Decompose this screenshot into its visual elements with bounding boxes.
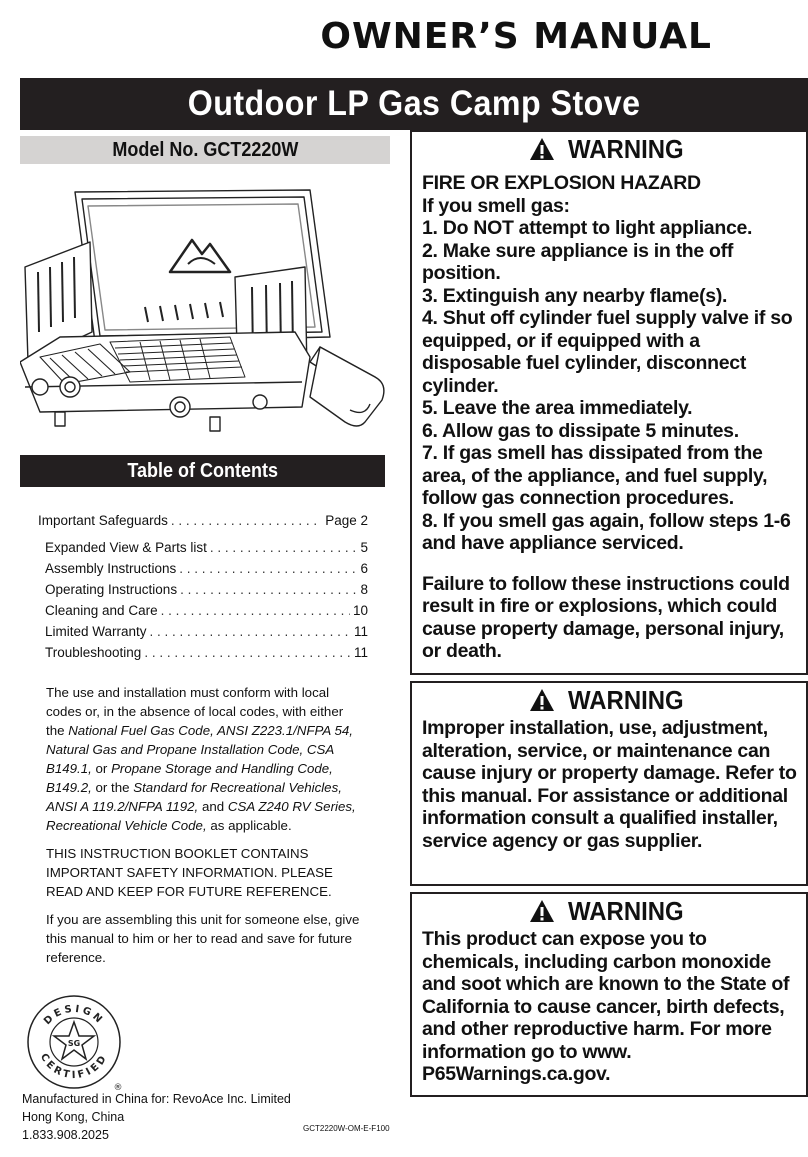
- warning-triangle-icon: [529, 137, 555, 161]
- manufacturer-info: Manufactured in China for: RevoAce Inc. Limited Hong Kong, China 1.833.908.2025: [22, 1092, 291, 1142]
- toc-item-page: 8: [360, 582, 368, 597]
- toc-item: [38, 621, 368, 642]
- booklet-notice: THIS INSTRUCTION BOOKLET CONTAINS IMPORTANT SAFETY INFORMATION. PLEASE READ AND KEEP FOR FUTURE REFERENCE.: [46, 846, 333, 899]
- toc-item-page: 10: [352, 603, 368, 618]
- toc-item: [38, 642, 368, 663]
- svg-text:SG: SG: [67, 1039, 81, 1048]
- toc-list: [38, 510, 368, 663]
- model-strip: [20, 136, 390, 164]
- installation-notes: [46, 683, 364, 976]
- toc-item-label: Limited Warranty: [45, 624, 147, 639]
- design-certified-seal: [24, 992, 124, 1092]
- svg-text:DESIGN: DESIGN: [42, 1003, 106, 1028]
- warning-gas-hazard: [410, 130, 808, 675]
- toc-item-label: Troubleshooting: [45, 645, 142, 660]
- toc-item-page: 5: [360, 540, 368, 555]
- stove-illustration: [20, 172, 390, 442]
- toc-item: [38, 558, 368, 579]
- toc-item: [38, 579, 368, 600]
- toc-item-label: Expanded View & Parts list: [45, 540, 207, 555]
- owners-manual-heading: OWNER’S MANUAL: [320, 16, 712, 57]
- toc-item: [38, 510, 368, 531]
- warning-heading: WARNING: [412, 683, 806, 717]
- toc-item-page: Page 2: [325, 513, 368, 528]
- toc-item: [38, 537, 368, 558]
- warning-body: FIRE OR EXPLOSION HAZARD If you smell gas: 1. Do NOT attempt to light appliance. 2. Make sure appliance is in the off position. 3. Extinguish any nearby flame(s). 4. Shut off cylinder fuel supply valve if so equipped, or if equipped with a disposable fuel cylinder, disconnect cylinder. 5. Leave the area immediately. 6. Allow gas to dissipate 5 minutes. 7. If gas smell has dissipated from the area, of the appliance, and fuel supply, follow gas connection procedures. 8. If you smell gas again, follow steps 1-6 and have appliance serviced. Failure to follow these instructions could result in fire or explosions, which could cause property damage, personal injury, or death.: [422, 172, 793, 662]
- product-title: Outdoor LP Gas Camp Stove: [187, 84, 641, 123]
- toc-item-label: Assembly Instructions: [45, 561, 177, 576]
- warning-triangle-icon: [529, 899, 555, 923]
- warning-body: This product can expose you to chemicals, including carbon monoxide and soot which are known to the State of California to cause cancer, birth defects, and other reproductive harm. For more information go to www. P65Warnings.ca.gov.: [422, 928, 790, 1085]
- toc-item-page: 11: [353, 624, 368, 639]
- toc-header: [20, 455, 385, 487]
- assembly-notice: If you are assembling this unit for someone else, give this manual to him or her to read and save for future reference.: [46, 912, 360, 965]
- svg-text:CERTIFIED: CERTIFIED: [37, 1051, 111, 1082]
- codes-paragraph: The use and installation must conform with local codes or, in the absence of local codes, with either the National Fuel Gas Code, ANSI Z223.1/NFPA 54, Natural Gas and Propane Installation Code, CSA B149.1, or Propane Storage and Handling Code, B149.2, or the Standard for Recreational Vehicles, ANSI A 119.2/NFPA 1192, and CSA Z240 RV Series, Recreational Vehicle Code, as applicable.: [46, 685, 356, 833]
- warning-body: Improper installation, use, adjustment, alteration, service, or maintenance can cause injury or property damage. Refer to this manual. For assistance or additional information consult a qualified installer, service agency or gas supplier.: [422, 717, 797, 852]
- toc-item-label: Important Safeguards: [38, 513, 168, 528]
- warning-heading: WARNING: [412, 894, 806, 928]
- toc-item-page: 11: [353, 645, 368, 660]
- model-number: Model No. GCT2220W: [111, 138, 299, 161]
- svg-text:®: ®: [113, 1083, 123, 1092]
- title-band: [20, 78, 808, 130]
- warning-prop65: [410, 892, 808, 1097]
- document-code: GCT2220W-OM-E-F100: [303, 1124, 390, 1133]
- toc-item-label: Cleaning and Care: [45, 603, 158, 618]
- warning-triangle-icon: [529, 688, 555, 712]
- warning-installation: [410, 681, 808, 886]
- toc-item-page: 6: [360, 561, 368, 576]
- warning-heading: WARNING: [412, 132, 806, 166]
- toc-item-label: Operating Instructions: [45, 582, 178, 597]
- toc-item: [38, 600, 368, 621]
- toc-title: Table of Contents: [127, 459, 278, 482]
